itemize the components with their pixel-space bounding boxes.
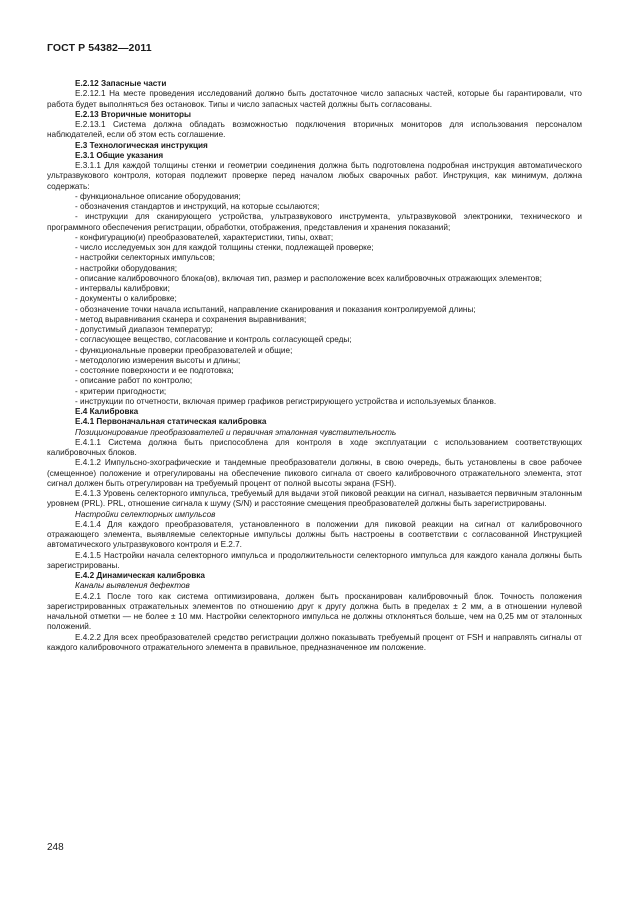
body-paragraph: E.4.1.5 Настройки начала селекторного импульса и продолжительности селекторного импульса для каждого канала должны быть зарегистрированы. <box>47 550 582 570</box>
list-item: - метод выравнивания сканера и сохранения выравнивания; <box>75 314 307 324</box>
subsection-title: Каналы выявления дефектов <box>75 581 190 591</box>
section-heading: E.2.13 Вторичные мониторы <box>75 109 192 119</box>
list-item: - обозначения стандартов и инструкций, на которые ссылаются; <box>75 202 320 211</box>
body-paragraph: E.3.1.1 Для каждой толщины стенки и геометрии соединения должна быть подготовлена подробная инструкция автоматического ультразвукового контроля, которая подлежит проверке перед началом любых сварочных работ. Инструкция, как минимум, должна содержать: <box>47 161 582 191</box>
list-item: - функциональное описание оборудования; <box>75 191 241 201</box>
body-paragraph: E.4.1.3 Уровень селекторного импульса, требуемый для выдачи этой пиковой реакции на сигнал, называется первичным эталонным уровнем (PRL). PRL, отношение сигнала к шуму (S/N) и расстояние смещения преобразователей должны быть зарегистрированы. <box>47 489 582 509</box>
section-heading: E.3.1 Общие указания <box>75 150 164 160</box>
list-item: - методологию измерения высоты и длины; <box>75 355 241 365</box>
body-paragraph: E.4.1.4 Для каждого преобразователя, установленного в положении для пиковой реакции на сигнал от калибровочного отражающего элемента, выявляемые селекторные импульсы должны быть настроены в соответствии с согласованной Инструкцией автоматического ультразвукового контроля и E.2.7. <box>47 519 582 550</box>
body-paragraph: E.4.1.1 Система должна быть приспособлена для контроля в ходе эксплуатации с использованием соответствующих калибровочных блоков. <box>47 437 582 457</box>
document-body <box>47 79 582 653</box>
list-item: - обозначение точки начала испытаний, направление сканирования и показания контролируемой длины; <box>75 304 476 314</box>
section-heading: E.4.2 Динамическая калибровка <box>75 571 205 580</box>
body-paragraph: E.4.2.2 Для всех преобразователей средство регистрации должно показывать требуемый процент от FSH и направлять сигналы от каждого калибровочного отражательного элемента в правильное, предназначенное им положение. <box>47 632 582 652</box>
list-item: - настройки селекторных импульсов; <box>75 253 215 263</box>
list-item: - допустимый диапазон температур; <box>75 325 213 334</box>
list-item: - конфигурацию(и) преобразователей, характеристики, типы, охват; <box>75 232 334 242</box>
body-paragraph: E.2.12.1 На месте проведения исследований должно быть достаточное число запасных частей, которые бы гарантировали, что работа будет выполняться без остановок. Типы и число запасных частей должны быть согласованы. <box>47 89 582 109</box>
section-heading: E.4.1 Первоначальная статическая калибровка <box>75 417 267 427</box>
section-heading: E.2.12 Запасные части <box>75 79 167 88</box>
section-heading: E.4 Калибровка <box>75 407 139 416</box>
list-item: - настройки оборудования; <box>75 263 178 273</box>
list-item: - функциональные проверки преобразователей и общие; <box>75 345 293 355</box>
list-item: - описание работ по контролю; <box>75 376 193 386</box>
body-paragraph: E.2.13.1 Система должна обладать возможностью подключения вторичных мониторов для использования персоналом наблюдателей, если об этом есть соглашение. <box>47 120 582 140</box>
list-item: - согласующее вещество, согласование и контроль согласующей среды; <box>75 335 352 345</box>
list-item: - состояние поверхности и ее подготовка; <box>75 366 234 375</box>
body-paragraph: - инструкции для сканирующего устройства, ультразвукового инструмента, ультразвуковой электроники, технического и программного обеспечения регистрации, обработки, отображения, представления и хранения показаний; <box>47 212 582 232</box>
body-paragraph: E.4.2.1 После того как система оптимизирована, должен быть просканирован калибровочный блок. Точность положения зарегистрированных отражательных элементов по отношению друг к другу должна быть в пределах ± 2 мм, а в отношении нулевой начальной отметки — не более ± 10 мм. Настройки селекторного импульса не должны отклоняться больше, чем на 0,25 мм от эталонных положений. <box>47 591 582 632</box>
subsection-title: Настройки селекторных импульсов <box>75 509 216 519</box>
list-item: - число исследуемых зон для каждой толщины стенки, подлежащей проверке; <box>75 243 374 252</box>
body-paragraph: E.4.1.2 Импульсно-эхографические и тандемные преобразователи должны, в свою очередь, быть установлены в свое рабочее (смещенное) положение и отрегулированы на обеспечение пикового сигнала от своего калибровочного отражательного элемента, этот сигнал должен быть отрегулирован на требуемый процент от полной высоты экрана (FSH). <box>47 458 582 488</box>
list-item: - документы о калибровке; <box>75 294 177 304</box>
list-item: - интервалы калибровки; <box>75 284 170 293</box>
body-paragraph: - описание калибровочного блока(ов), включая тип, размер и расположение всех калибровочных отражающих элементов; <box>75 273 542 283</box>
list-item: - критерии пригодности; <box>75 386 167 396</box>
list-item: - инструкции по отчетности, включая пример графиков регистрирующего устройства и используемых бланков. <box>75 396 497 406</box>
subsection-title: Позиционирование преобразователей и первичная эталонная чувствительность <box>75 427 397 437</box>
section-heading: E.3 Технологическая инструкция <box>75 140 208 150</box>
document-header: ГОСТ Р 54382—2011 <box>47 42 152 54</box>
page-number: 248 <box>47 842 64 853</box>
